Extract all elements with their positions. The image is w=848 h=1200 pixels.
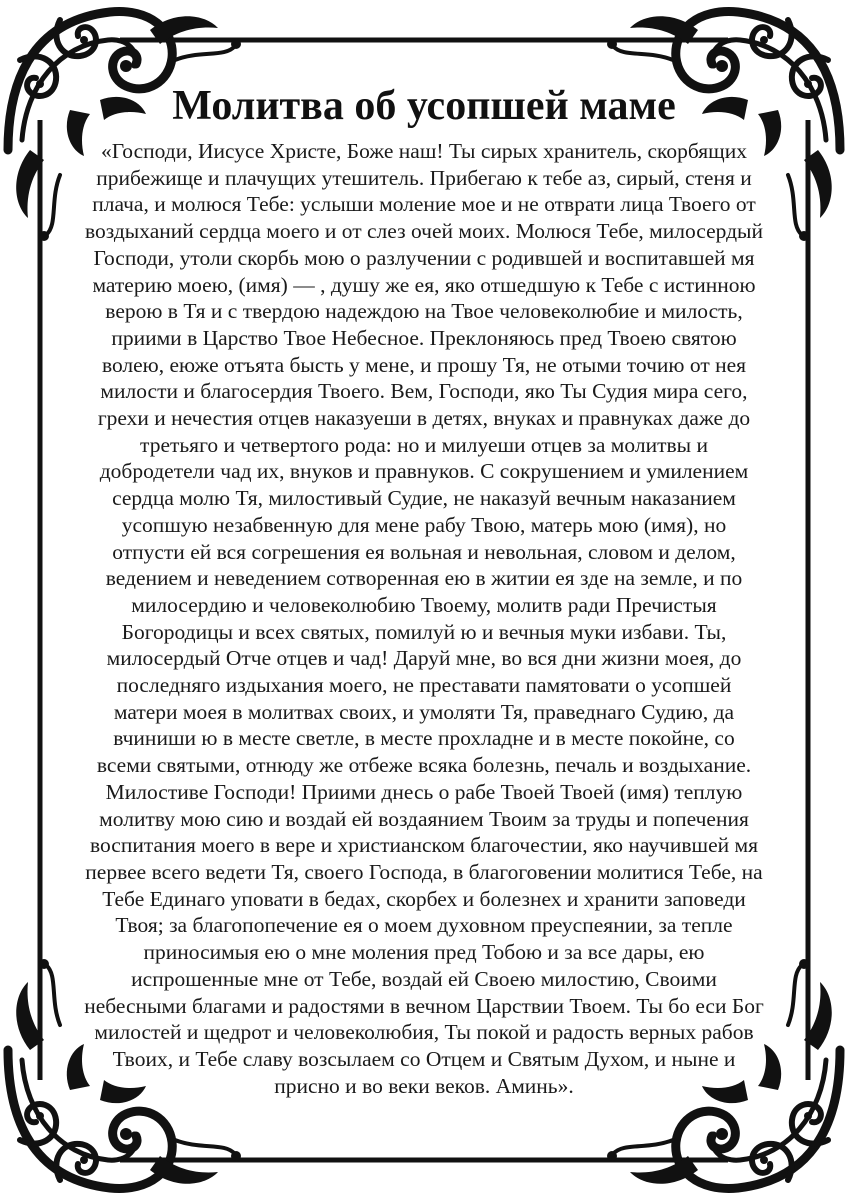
page-title: Молитва об усопшей маме xyxy=(172,83,676,129)
prayer-text: «Господи, Иисусе Христе, Боже наш! Ты сирых хранитель, скорбящих прибежище и плачущих утешитель. Прибегаю к тебе аз, сирый, стеня и плача, и молюся Тебе: услыши моление мое и не отврати лица Твоего от воздыханий сердца моего и от слез очей моих. Молюся Тебе, милосердый Господи, утоли скорбь мою о разлучении с родившей и воспитавшей мя материю моею, (имя) — , душу же ея, яко отшедшую к Тебе с истинною верою в Тя и с твердою надеждою на Твое человеколюбие и милость, приими в Царство Твое Небесное. Преклоняюсь пред Твоею святою волею, еюже отъята бысть у мене, и прошу Тя, не отыми точию от нея милости и благосердия Твоего. Вем, Господи, яко Ты Судия мира сего, грехи и нечестия отцев наказуеши в детях, внуках и правнуках даже до третьяго и четвертого рода: но и милуеши отцев за молитвы и добродетели чад их, внуков и правнуков. С сокрушением и умилением сердца молю Тя, милостивый Судие, не наказуй вечным наказанием усопшую незабвенную для мене рабу Твою, матерь мою (имя), но отпусти ей вся согрешения ея вольная и невольная, словом и делом, ведением и неведением сотворенная ею в житии ея зде на земле, и по милосердию и человеколюбию Твоему, молитв ради Пречистыя Богородицы и всех святых, помилуй ю и вечныя муки избави. Ты, милосердый Отче отцев и чад! Даруй мне, во вся дни жизни моея, до последняго издыхания моего, не преставати памятовати о усопшей матери моея в молитвах своих, и умоляти Тя, праведнаго Судию, да вчиниши ю в месте светле, в месте прохладне и в месте покойне, со всеми святыми, отнюду же отбеже всяка болезнь, печаль и воздыхание. Милостиве Господи! Приими днесь о рабе Твоей Твоей (имя) теплую молитву мою сию и воздай ей воздаянием Твоим за труды и попечения воспитания моего в вере и христианском благочестии, яко научившей мя первее всего ведети Тя, своего Господа, в благоговении молитися Тебе, на Тебе Единаго уповати в бедах, скорбех и болезнех и хранити заповеди Твоя; за благопопечение ея о моем духовном преуспеянии, за тепле приносимыя ею о мне моления пред Тобою и за все дары, ею испрошенные мне от Тебе, воздай ей Своею милостию, Своими небесными благами и радостями в вечном Царствии Твоем. Ты бо еси Бог милостей и щедрот и человеколюбия, Ты покой и радость верных рабов Твоих, и Тебе славу возсылаем со Отцем и Святым Духом, и ныне и присно и во веки веков. Аминь». xyxy=(84,139,764,1098)
